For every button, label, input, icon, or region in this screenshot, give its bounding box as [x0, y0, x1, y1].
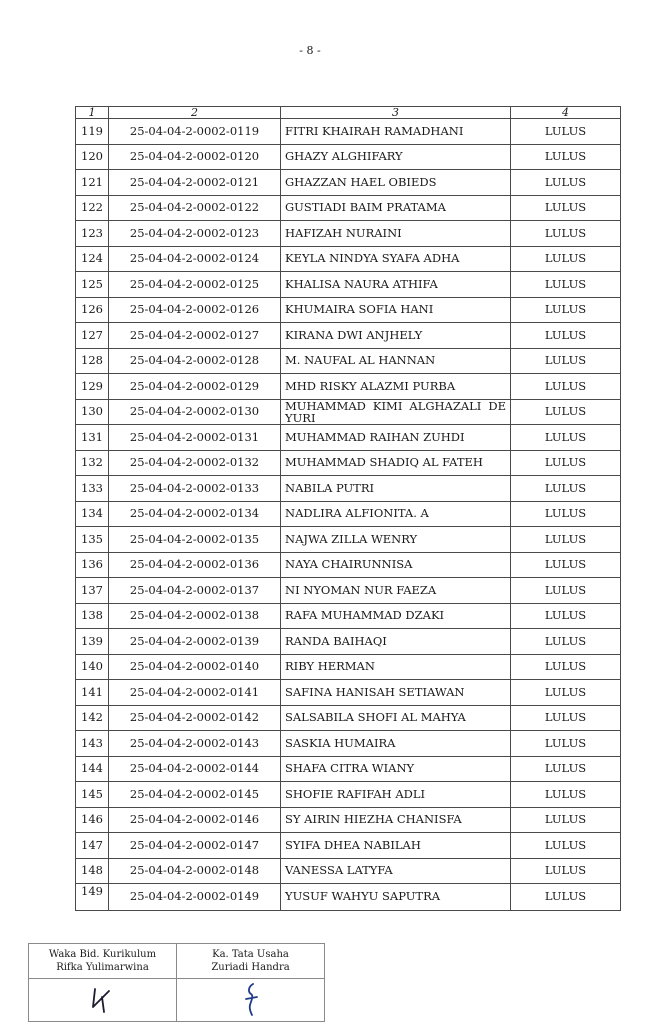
graduation-results-table: [75, 106, 621, 911]
table-row: [76, 858, 621, 884]
table-row: [76, 195, 621, 221]
student-name: VANESSA LATYFA: [281, 858, 511, 884]
registration-number: 25-04-04-2-0002-0125: [109, 272, 281, 298]
row-number: 123: [76, 221, 109, 247]
table-row: [76, 476, 621, 502]
table-row: [76, 501, 621, 527]
graduation-status: LULUS: [511, 450, 621, 476]
graduation-status: LULUS: [511, 527, 621, 553]
row-number: 147: [76, 833, 109, 859]
table-row: [76, 246, 621, 272]
registration-number: 25-04-04-2-0002-0131: [109, 425, 281, 451]
student-name: MHD RISKY ALAZMI PURBA: [281, 374, 511, 400]
row-number: 133: [76, 476, 109, 502]
graduation-status: LULUS: [511, 629, 621, 655]
student-name: SHOFIE RAFIFAH ADLI: [281, 782, 511, 808]
row-number: 139: [76, 629, 109, 655]
student-name: GUSTIADI BAIM PRATAMA: [281, 195, 511, 221]
student-name: HAFIZAH NURAINI: [281, 221, 511, 247]
registration-number: 25-04-04-2-0002-0146: [109, 807, 281, 833]
table-body: [76, 119, 621, 911]
table-row: [76, 170, 621, 196]
registration-number: 25-04-04-2-0002-0130: [109, 399, 281, 425]
row-number: 125: [76, 272, 109, 298]
student-name: SYIFA DHEA NABILAH: [281, 833, 511, 859]
student-name: NI NYOMAN NUR FAEZA: [281, 578, 511, 604]
registration-number: 25-04-04-2-0002-0142: [109, 705, 281, 731]
signature-label-curriculum: [29, 944, 177, 979]
table-row: [76, 272, 621, 298]
graduation-status: LULUS: [511, 119, 621, 145]
row-number: 143: [76, 731, 109, 757]
header-col-2: 2: [109, 107, 281, 119]
student-name: KHALISA NAURA ATHIFA: [281, 272, 511, 298]
table-row: [76, 144, 621, 170]
registration-number: 25-04-04-2-0002-0122: [109, 195, 281, 221]
registration-number: 25-04-04-2-0002-0137: [109, 578, 281, 604]
registration-number: 25-04-04-2-0002-0147: [109, 833, 281, 859]
row-number: 140: [76, 654, 109, 680]
row-number: 128: [76, 348, 109, 374]
row-number: 120: [76, 144, 109, 170]
registration-number: 25-04-04-2-0002-0129: [109, 374, 281, 400]
graduation-status: LULUS: [511, 246, 621, 272]
student-name: NAYA CHAIRUNNISA: [281, 552, 511, 578]
graduation-status: LULUS: [511, 833, 621, 859]
table-row: [76, 399, 621, 425]
graduation-status: LULUS: [511, 552, 621, 578]
table-row: [76, 756, 621, 782]
signer-name: Zuriadi Handra: [211, 962, 290, 973]
student-name: NADLIRA ALFIONITA. A: [281, 501, 511, 527]
registration-number: 25-04-04-2-0002-0149: [109, 884, 281, 911]
row-number: 121: [76, 170, 109, 196]
row-number: 148: [76, 858, 109, 884]
table-row: [76, 782, 621, 808]
header-col-4: 4: [511, 107, 621, 119]
student-name: MUHAMMAD KIMI ALGHAZALI DE YURI: [281, 399, 511, 425]
registration-number: 25-04-04-2-0002-0145: [109, 782, 281, 808]
student-name: GHAZY ALGHIFARY: [281, 144, 511, 170]
graduation-status: LULUS: [511, 476, 621, 502]
handwritten-signature-1: [83, 981, 123, 1017]
graduation-status: LULUS: [511, 680, 621, 706]
registration-number: 25-04-04-2-0002-0139: [109, 629, 281, 655]
registration-number: 25-04-04-2-0002-0120: [109, 144, 281, 170]
registration-number: 25-04-04-2-0002-0141: [109, 680, 281, 706]
registration-number: 25-04-04-2-0002-0148: [109, 858, 281, 884]
row-number: 130: [76, 399, 109, 425]
page-number: - 8 -: [299, 44, 321, 57]
graduation-status: LULUS: [511, 501, 621, 527]
graduation-status: LULUS: [511, 782, 621, 808]
student-name: KEYLA NINDYA SYAFA ADHA: [281, 246, 511, 272]
signature-area-curriculum: [29, 979, 177, 1022]
graduation-status: LULUS: [511, 884, 621, 911]
graduation-status: LULUS: [511, 399, 621, 425]
signer-title: Waka Bid. Kurikulum: [48, 949, 157, 960]
table-row: [76, 450, 621, 476]
row-number: 119: [76, 119, 109, 145]
table-row: [76, 680, 621, 706]
student-name: SALSABILA SHOFI AL MAHYA: [281, 705, 511, 731]
student-name: SY AIRIN HIEZHA CHANISFA: [281, 807, 511, 833]
graduation-status: LULUS: [511, 374, 621, 400]
table-row: [76, 884, 621, 911]
student-name: MUHAMMAD RAIHAN ZUHDI: [281, 425, 511, 451]
registration-number: 25-04-04-2-0002-0133: [109, 476, 281, 502]
signature-area-administration: [177, 979, 325, 1022]
table-row: [76, 731, 621, 757]
table-row: [76, 629, 621, 655]
graduation-status: LULUS: [511, 272, 621, 298]
header-col-3: 3: [281, 107, 511, 119]
row-number: 126: [76, 297, 109, 323]
table-row: [76, 833, 621, 859]
table-row: [76, 221, 621, 247]
table-row: [76, 374, 621, 400]
table-row: [76, 297, 621, 323]
table-row: [76, 578, 621, 604]
registration-number: 25-04-04-2-0002-0143: [109, 731, 281, 757]
row-number: 136: [76, 552, 109, 578]
row-number: 127: [76, 323, 109, 349]
table-row: [76, 603, 621, 629]
row-number: 145: [76, 782, 109, 808]
student-name: SHAFA CITRA WIANY: [281, 756, 511, 782]
header-col-1: 1: [76, 107, 109, 119]
registration-number: 25-04-04-2-0002-0136: [109, 552, 281, 578]
registration-number: 25-04-04-2-0002-0121: [109, 170, 281, 196]
registration-number: 25-04-04-2-0002-0138: [109, 603, 281, 629]
graduation-status: LULUS: [511, 578, 621, 604]
registration-number: 25-04-04-2-0002-0134: [109, 501, 281, 527]
row-number: 149: [76, 884, 109, 911]
row-number: 146: [76, 807, 109, 833]
student-name: RAFA MUHAMMAD DZAKI: [281, 603, 511, 629]
row-number: 141: [76, 680, 109, 706]
student-name: SASKIA HUMAIRA: [281, 731, 511, 757]
graduation-status: LULUS: [511, 731, 621, 757]
registration-number: 25-04-04-2-0002-0135: [109, 527, 281, 553]
student-name: FITRI KHAIRAH RAMADHANI: [281, 119, 511, 145]
table-row: [76, 119, 621, 145]
registration-number: 25-04-04-2-0002-0144: [109, 756, 281, 782]
registration-number: 25-04-04-2-0002-0119: [109, 119, 281, 145]
student-name: MUHAMMAD SHADIQ AL FATEH: [281, 450, 511, 476]
graduation-status: LULUS: [511, 323, 621, 349]
graduation-status: LULUS: [511, 144, 621, 170]
row-number: 124: [76, 246, 109, 272]
row-number: 135: [76, 527, 109, 553]
table-row: [76, 807, 621, 833]
signature-label-administration: [177, 944, 325, 979]
graduation-status: LULUS: [511, 654, 621, 680]
student-name: NABILA PUTRI: [281, 476, 511, 502]
student-name: NAJWA ZILLA WENRY: [281, 527, 511, 553]
signer-title: Ka. Tata Usaha: [212, 949, 289, 960]
registration-number: 25-04-04-2-0002-0128: [109, 348, 281, 374]
row-number: 142: [76, 705, 109, 731]
table-row: [76, 323, 621, 349]
row-number: 134: [76, 501, 109, 527]
graduation-status: LULUS: [511, 195, 621, 221]
table-row: [76, 552, 621, 578]
registration-number: 25-04-04-2-0002-0126: [109, 297, 281, 323]
table-row: [76, 348, 621, 374]
table-row: [76, 527, 621, 553]
row-number: 138: [76, 603, 109, 629]
graduation-status: LULUS: [511, 705, 621, 731]
registration-number: 25-04-04-2-0002-0124: [109, 246, 281, 272]
handwritten-signature-2: [231, 981, 271, 1017]
graduation-status: LULUS: [511, 297, 621, 323]
student-name: RIBY HERMAN: [281, 654, 511, 680]
student-name: KIRANA DWI ANJHELY: [281, 323, 511, 349]
table-row: [76, 705, 621, 731]
registration-number: 25-04-04-2-0002-0127: [109, 323, 281, 349]
table-row: [76, 425, 621, 451]
student-name: GHAZZAN HAEL OBIEDS: [281, 170, 511, 196]
registration-number: 25-04-04-2-0002-0123: [109, 221, 281, 247]
graduation-status: LULUS: [511, 425, 621, 451]
row-number: 144: [76, 756, 109, 782]
signature-box: [28, 943, 325, 1022]
graduation-status: LULUS: [511, 756, 621, 782]
student-name: YUSUF WAHYU SAPUTRA: [281, 884, 511, 911]
table-row: [76, 654, 621, 680]
row-number: 122: [76, 195, 109, 221]
row-number: 131: [76, 425, 109, 451]
row-number: 137: [76, 578, 109, 604]
table-header: [76, 107, 621, 119]
row-number: 129: [76, 374, 109, 400]
row-number: 132: [76, 450, 109, 476]
student-name: SAFINA HANISAH SETIAWAN: [281, 680, 511, 706]
signer-name: Rifka Yulimarwina: [56, 962, 149, 973]
student-name: M. NAUFAL AL HANNAN: [281, 348, 511, 374]
graduation-status: LULUS: [511, 221, 621, 247]
registration-number: 25-04-04-2-0002-0132: [109, 450, 281, 476]
graduation-status: LULUS: [511, 807, 621, 833]
student-name: KHUMAIRA SOFIA HANI: [281, 297, 511, 323]
student-name: RANDA BAIHAQI: [281, 629, 511, 655]
graduation-status: LULUS: [511, 170, 621, 196]
registration-number: 25-04-04-2-0002-0140: [109, 654, 281, 680]
graduation-status: LULUS: [511, 603, 621, 629]
graduation-status: LULUS: [511, 348, 621, 374]
graduation-status: LULUS: [511, 858, 621, 884]
